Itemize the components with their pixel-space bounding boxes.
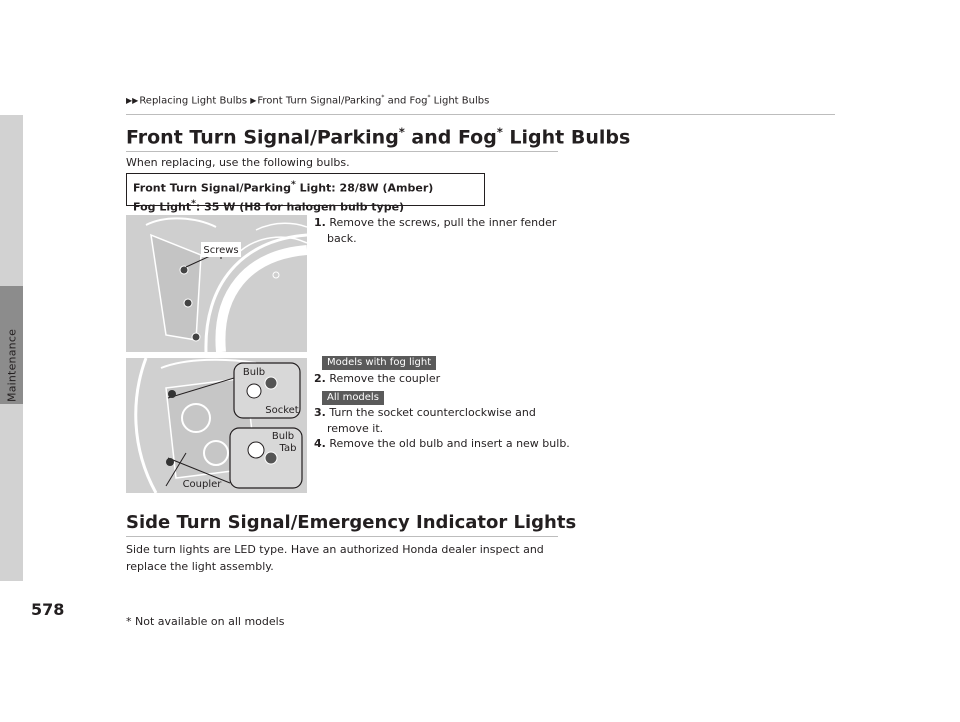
tab-label: Tab [279,443,297,454]
breadcrumb-item[interactable]: Replacing Light Bulbs [139,95,248,107]
step-number: 4. [314,437,326,450]
bulb-spec-line [133,196,478,215]
step-text: back. [327,232,357,245]
step-2 [314,371,440,387]
step-text: Remove the old bulb and insert a new bulb. [329,437,570,450]
socket-label: Socket [265,405,299,416]
step-text: Remove the coupler [329,372,441,385]
intro-text: When replacing, use the following bulbs. [126,156,350,169]
step-4 [314,436,570,452]
badge-fog-models: Models with fog light [322,356,436,370]
page-number: 578 [31,600,65,619]
header-divider [126,114,835,115]
section-title [126,125,630,148]
breadcrumb-text: and Fog [384,95,428,107]
title-part: and Fog [404,126,497,149]
spec-text: Front Turn Signal/Parking [133,181,291,195]
step-3 [314,405,536,437]
title-part: Front Turn Signal/Parking [126,126,399,149]
step-text: remove it. [327,422,384,435]
fender-drawing [126,215,307,352]
step-number: 1. [314,216,326,229]
title-part: Light Bulbs [502,126,631,149]
step-text: Remove the screws, pull the inner fender [329,216,557,229]
footnote-marker: * [427,94,431,101]
step-number: 2. [314,372,326,385]
title-divider [126,536,558,537]
arrow-right-icon: ▶ [250,96,257,106]
spec-text: : 35 W (H8 for halogen bulb type) [195,200,405,214]
bulb-socket-illustration [126,358,307,493]
bulb-label: Bulb [271,431,295,442]
footnote-marker: * [191,197,196,209]
breadcrumb [126,94,489,106]
footnote-marker: * [398,125,405,139]
bulb-label: Bulb [242,367,266,378]
coupler-label: Coupler [182,479,222,490]
headlight-drawing [126,358,307,493]
section-title-side-turn: Side Turn Signal/Emergency Indicator Lights [126,512,577,533]
badge-all-models: All models [322,391,384,405]
inner-fender-illustration [126,215,307,352]
bulb-spec-box [126,173,485,214]
screws-label: Screws [203,245,239,256]
side-turn-text: Side turn lights are LED type. Have an authorized Honda dealer inspect and replace the light assembly. [126,543,544,573]
footnote-marker: * [496,125,503,139]
breadcrumb-text: Light Bulbs [430,95,490,107]
breadcrumb-item[interactable]: Front Turn Signal/Parking [257,95,382,107]
chapter-label: Maintenance [5,328,19,402]
step-number: 3. [314,406,326,419]
spec-text: Fog Light [133,200,192,214]
step-1 [314,215,556,247]
arrow-right-icon: ▶▶ [126,96,139,106]
footnote-marker: * [290,179,296,190]
footnote-marker: * [381,94,385,101]
title-divider [126,151,558,152]
spec-text: Light: 28/8W (Amber) [295,181,434,195]
footnote: * Not available on all models [126,615,285,628]
step-text: Turn the socket counterclockwise and [329,406,536,419]
bulb-spec-line [133,177,478,196]
